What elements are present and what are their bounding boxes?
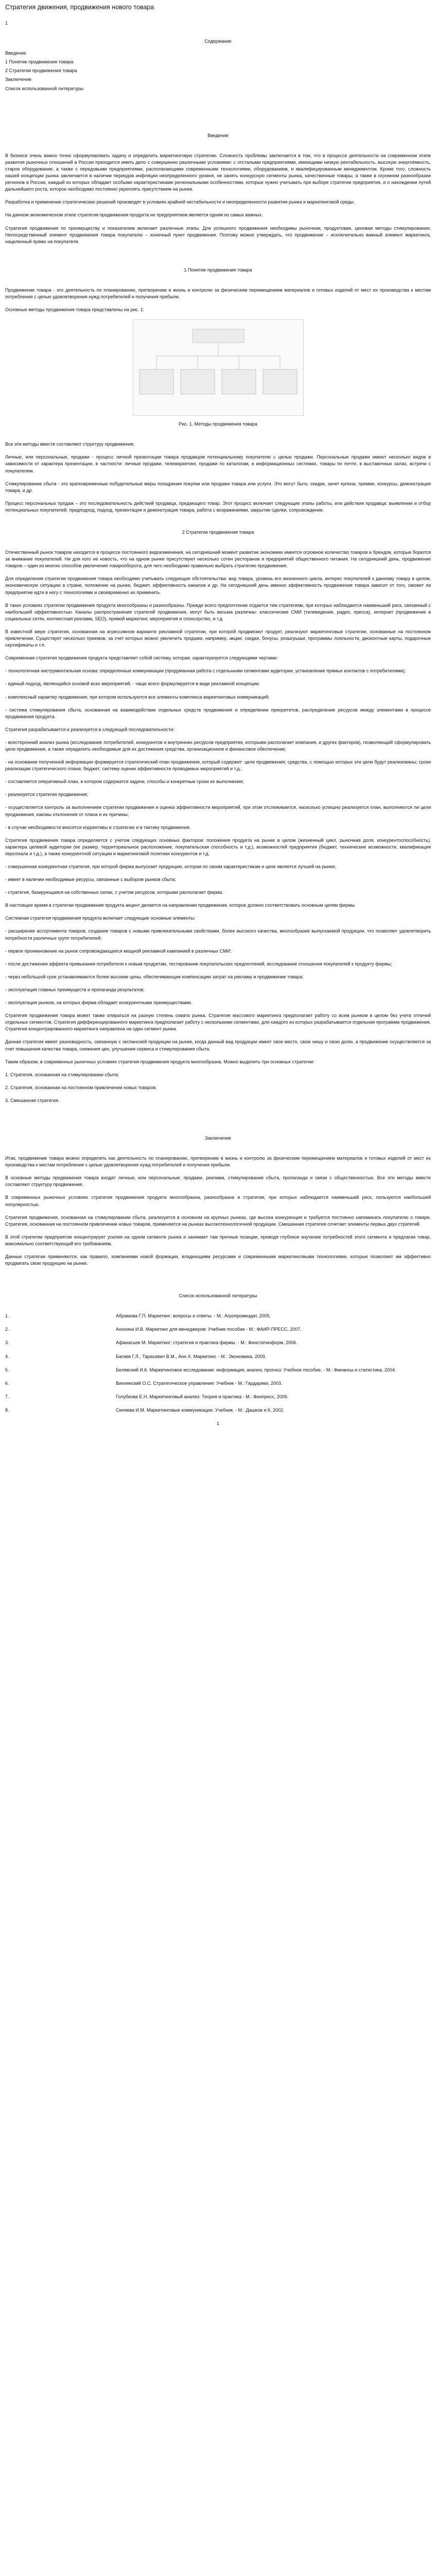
- conclusion-heading: Заключение: [205, 1135, 231, 1141]
- paragraph: Стимулирование сбыта - это кратковременные побудительные меры поощрения покупки или продажи товара или услуги. Это могут быть: скидки, зачет купона, премии, конкурсы, демонстрация товара, и др.: [5, 481, 431, 493]
- paragraph: - через небольшой срок устанавливаются более высокие цены, обеспечивающие компенсацию затрат на рекламу и продвижение товара;: [5, 974, 304, 979]
- paragraph: В таких условиях стратегии продвижения продукта многообразны и разнообразны. Прежде всего предпочтение отдается тем стратегиям, при которых наблюдается наименьший риск, связанный с наибольшей эффективностью. Каналы распространения стратегий продвижения, могут быть весьма различны: классические СМИ (телевидение, радио, пресса), интернет (продвижение в социальных сетях, контекстная реклама, SEO), прямой маркетинг, мероприятия и спонсорство, и т.д.: [5, 602, 431, 621]
- paragraph: 1. Стратегия, основанная на стимулировании сбыта;: [5, 1072, 119, 1077]
- reference-number: 3.: [5, 1340, 9, 1346]
- paragraph: - в случае необходимости вносятся коррективы в стратегию и в тактику продвижения.: [5, 824, 191, 830]
- paragraph: Системная стратегия продвижения продукта включает следующие основные элементы:: [5, 916, 196, 921]
- paragraph: - единый подход, являющийся основой всех мероприятий, - чаще всего формулируется в виде рекламной концепции;: [5, 681, 260, 687]
- conclusion-body: [5, 1155, 431, 1267]
- toc-item[interactable]: Введение: [5, 50, 26, 56]
- table-of-contents: [5, 50, 431, 92]
- paragraph: В современных рыночных условиях стратегия продвижения продукта многообразна, разнообразна и стратегии, при которых наблюдается наименьший риск, пользуются наибольшей популярностью.: [5, 1195, 431, 1207]
- figure-caption: Рис. 1. Методы продвижения товара: [179, 421, 257, 427]
- document-title: Стратегия движения, продвижения нового товара: [5, 4, 154, 11]
- reference-item: [5, 1353, 431, 1360]
- paragraph: Отечественный рынок товаров находится в процессе постоянного видоизменения, на сегодняшний момент развитие экономики имеется огромное количество товаров и брендов, которые борются за внимание покупателей. Ни для кого не новость, что на одном рынке присутствуют несколько сотен ресторанов и предприятий общественного питания. На сегодняшний день, продвижение товаров – один из многих способов увеличения товарооборота, для чего необходимо правильно выбрать стратегию продвижения.: [5, 550, 431, 569]
- page-number: 1: [5, 21, 8, 26]
- paragraph: Процесс персональных продаж – это последовательность действий продавца, предающего товар. Этот процесс включает следующие этапы работы, или действия продавца: выявление и отбор потенциальных покупателей, предподход, подход, презентация и демонстрация товара, работа с возражениями, закрытие сделки, сопровождение.: [5, 500, 431, 513]
- paragraph: - имеет в наличии необходимые ресурсы, связанные с выбором рынков сбыта;: [5, 877, 176, 883]
- paragraph: Разработка и применение стратегических решений производят в условиях крайней нестабильности и неопределенности развития рынка и маркетинговой среды.: [5, 199, 355, 205]
- reference-number: 2.: [5, 1327, 9, 1332]
- paragraph: - после достижения эффекта привыкания потребителя к новым продуктам, тестирование покупательских предпочтений, исследование отношения покупателей к продукту фирмы;: [5, 961, 392, 967]
- paragraph: - комплексный характер продвижения, при котором используются все элементы комплекса маркетинговых коммуникаций;: [5, 694, 270, 700]
- paragraph: Данные стратегии применяются, как правило, компаниями новой формации, владеющими ресурсами и современными маркетинговыми технологиями, которые позволяют им эффективно продвигать свою продукцию на рынке.: [5, 1254, 431, 1266]
- reference-number: 1.: [5, 1313, 9, 1319]
- paragraph: Все эти методы вместе составляют структуру продвижения.: [5, 442, 135, 447]
- section1-heading: 1 Понятие продвижения товара: [184, 267, 252, 273]
- methods-figure-image: [133, 319, 304, 416]
- reference-text: Вихнянский О.С. Стратегическое управление: Учебник - М.: Гардарики, 2003.: [116, 1380, 283, 1386]
- references-list: [5, 1313, 431, 1414]
- paragraph: Личные, или персональные, продажи - процесс личной презентации товара продавцом потенциальному покупателю с целью продажи. Персональные продажи имеют несколько видов в зависимости от характера презентации, в частности: личные продажи, телемаркетинг, продажи по каталогам, в информационных системах, товары по почте, в выставочных залах, встречи с покупателем.: [5, 454, 431, 473]
- toc-item[interactable]: 1 Понятие продвижения товара: [5, 59, 74, 65]
- paragraph: Таким образом, в современных рыночных условиях стратегия продвижения продукта многообразна. Можно выделить три основных стратегии:: [5, 1059, 315, 1064]
- paragraph: Для определения стратегии продвижения товара необходимо учитывать следующие обстоятельства: вид товара, уровень его жизненного цикла, интерес покупателей к данному товару в целом, экономическую ситуацию в стране, положение на рынке, бюджет, эффективность каналов и др. На сегодняшний день именно эффективность продвижения товара зависит от того, сможет ли предприятие идти в ногу с технологиями и своевременно их применить.: [5, 576, 431, 595]
- reference-item: [5, 1326, 431, 1333]
- section1-body-after: [5, 441, 431, 514]
- toc-item[interactable]: Список использованной литературы: [5, 86, 83, 91]
- paragraph: - расширение ассортимента товаров, создание товаров с новыми привлекательными свойствами, более высокого качества, многообразие выпускаемой продукции, что позволяет удовлетворить потребности различных групп потребителей;: [5, 928, 431, 941]
- paragraph: - стратегия, базирующаяся на собственных силах, с учетом ресурсов, которыми располагает фирма.: [5, 890, 223, 895]
- paragraph: - реализуется стратегия продвижения;: [5, 792, 89, 798]
- paragraph: В известной мере стратегия, основанная на агрессивном варианте рекламной стратегии, при которой продвигают продукт, реализуют маркетинговые стратегии, основанные на постоянном привлечении. Существует несколько приемов, за счет которых можно увеличить продажи, например, акции, скидки, бонусы, розыгрыши, программы лояльности, дисконтные карты, подарочные сертификаты и т.п.: [5, 629, 431, 648]
- toc-item[interactable]: 2 Стратегии продвижения товара: [5, 68, 77, 74]
- reference-item: [5, 1380, 431, 1387]
- paragraph: - совершенная конкурентная стратегия, при которой фирма выпускает продукцию, которая по своим характеристикам и цене является лучшей на рынке;: [5, 864, 337, 869]
- paragraph: В основные методы продвижения товара входят личные, или персональные, продажи, реклама, стимулирование сбыта, пропаганда и связи с общественностью. Все эти методы вместе составляют структуру продвижения.: [5, 1175, 431, 1188]
- paragraph: В этой стратегии предприятие концентрирует усилия на одном сегменте рынка и занимает там прочные позиции, проводя глубокое изучение потребностей этого сегмента и предлагая товар, максимально соответствующий его требованиям.: [5, 1234, 431, 1246]
- intro-heading: Введение: [207, 132, 229, 138]
- paragraph: Стратегия продвижения, основанная на стимулировании сбыта, реализуется в основном на крупных рынках, где высока конкуренция и требуется постоянно напоминать покупателю о товаре. Стратегия, основанная на постоянном привлечении новых товаров, применяется на рынках высокотехнологичной продукции. Смешанная стратегия сочетает элементы первых двух стратегий.: [5, 1214, 431, 1227]
- section2-heading: 2 Стратегии продвижения товара: [182, 530, 254, 535]
- toc-item[interactable]: Заключение: [5, 77, 31, 82]
- paragraph: - эксплуатация рынков, на которых фирма обладает конкурентными преимуществами.: [5, 1000, 193, 1006]
- toc-heading: Содержание: [204, 39, 232, 44]
- list-item: 3. Смешанная стратегия.: [5, 1097, 60, 1103]
- reference-text: Багиев Г.Л., Тарасевич В.М., Анн Х. Маркетинг. - М.: Экономика, 2009.: [116, 1353, 267, 1359]
- reference-text: Анохина И.В. Маркетинг для менеджеров: Учебник пособие - М.: ФАИР-ПРЕСС, 2007.: [116, 1327, 302, 1332]
- paragraph: - технологичная инструментальная основа; определенные коммуникации (продуманная работа с отдельными сегментами аудитории, установление прямых контактов с потребителями);: [5, 668, 406, 674]
- paragraph: - первое проникновение на рынок сопровождающееся мощной рекламной кампанией в различных СМИ;: [5, 948, 232, 954]
- section1-body: [5, 287, 431, 313]
- reference-number: 7.: [5, 1394, 9, 1399]
- reference-number: 6.: [5, 1380, 9, 1386]
- paragraph: В настоящее время в стратегии продвижения продукта акцент делается на направлении продвижения, которое должно соответствовать основным целям фирмы.: [5, 903, 356, 908]
- reference-text: Синяева И.М. Маркетинговые коммуникации: Учебник. - М.: Дашков и К, 2002.: [116, 1407, 285, 1413]
- reference-number: 8.: [5, 1407, 9, 1413]
- references-heading: Список использованной литературы: [179, 1293, 257, 1299]
- paragraph: - составляется оперативный план, в котором содержатся задачи, способы и конкретные сроки их выполнения;: [5, 779, 244, 785]
- paragraph: На данном экономическом этапе стратегия продвижения продукта не предприятием является одним из самых важных.: [5, 212, 263, 218]
- reference-item: [5, 1313, 431, 1319]
- paragraph: Стратегия разрабатывается и реализуется в следующей последовательности:: [5, 726, 175, 732]
- paragraph: Стратегия продвижения товара может также опираться на разную степень охвата рынка. Стратегия массового маркетинга предполагает работу со всем рынком в целом без учета отличий отдельных сегментов. Стратегия дифференцированного маркетинга предполагает работу с несколькими сегментами, для каждого из которых разрабатывается отдельная программа продвижения. Стратегия концентрированного маркетинга направлена на один сегмент рынка.: [5, 1013, 431, 1032]
- paragraph: - всесторонний анализ рынка (исследование потребителей, конкурентов и внутренних ресурсов предприятия, которыми располагает компания, и других факторов), позволяющий сформулировать цели продвижения, а также определить необходимые для их достижения средства, организационное и финансовое обеспечение;: [5, 739, 431, 752]
- paragraph: Современная стратегия продвижения продукта представляет собой систему, которая, характеризуется следующими чертами:: [5, 655, 278, 661]
- list-item: 2. Стратегия, основанная на постоянном привлечении новых товаров;: [5, 1084, 157, 1090]
- paragraph: - система стимулирования сбыта, основанная на взаимодействии отдельных средств продвижения и определении приоритетов, распределение ресурсов между элементами в процессе продвижения продукта.: [5, 707, 431, 719]
- paragraph: В бизнесе очень важно точно сформулировать задачу и определить маркетинговую стратегию. Сложность проблемы заключается в том, что в процессе деятельности на современном этапе развития рыночных отношений в России преходится иметь дело с совершенно различными условиями: с отсталыми предприятиями, имеющими низкую рентабельность, высокую энергоёмкость, старое оборудование; а также с передовыми предприятиями, располагающими современными технологиями, оборудованием, и квалифицированным менеджментом. Кроме того, сложность нашей концепции рынка заключается в наличии периодов инфляции неопределенного уровня, не занять конкурсную сегменты рынка, качественные товары, а также в огромном разнообразии регионов в России, каждый из которых обладает особыми характеристиками региональными особенностями, которые нужно учитывать при выборе стратегии предприятия, и о нахождении путей дальнейшего роста, которое необходимо постоянно укреплять присутствием на рынке.: [5, 152, 431, 192]
- reference-number: 5.: [5, 1367, 9, 1372]
- reference-text: Белявский И.К. Маркетинговое исследование: информация, анализ, прогноз: Учебное пособие. - М.: Финансы и статистика, 2004.: [116, 1367, 396, 1372]
- reference-number: 4.: [5, 1353, 9, 1359]
- reference-item: [5, 1407, 431, 1414]
- paragraph: - осуществляется контроль за выполнением стратегии продвижения и оценка эффективности мероприятий, при этом отслеживается, насколько успешно реализуется план, выполняются ли цели продвижения, каковы отклонения от плана и их причины;: [5, 805, 431, 817]
- reference-item: [5, 1367, 431, 1374]
- reference-text: Афанасьев М. Маркетинг: стратегия и практика фирмы. - М.: Финстатинформ, 2006.: [116, 1340, 298, 1346]
- paragraph: Итак, продвижение товара можно определить как деятельность по планированию, претворению в жизнь и контролю за физическим перемещением материалов и готовых изделий от мест их производства к местам потребления с целью удовлетворения нужд потребителей и получения прибыли.: [5, 1156, 431, 1168]
- paragraph: Стратегия продвижения товара определяется с учетом следующих основных факторов: положения продукта на рынке в целом (жизненный цикл, рыночная доля, конкурентоспособность), характера целевой аудитории (ее размер, территориальное расположение, покупательская способность и т.д.), возможностей предприятия (бюджет, технические возможности, квалификация персонала и т.д.), а также конкурентной ситуации и маркетинговой политики конкурентов и т.д.: [5, 837, 431, 856]
- paragraph: Продвижение товара - это деятельность по планированию, претворению в жизнь и контролю за физическим перемещением материалов и готовых изделий от мест их производства к местам потребления с целью удовлетворения нужд потребителей и получения прибыли.: [5, 287, 431, 299]
- page-number-footer: 1: [216, 1421, 219, 1427]
- intro-body: [5, 152, 431, 245]
- paragraph: Данная стратегия имеет разновидность, связанную с экспансией продукции на рынке, когда данный вид продукции имеет свое место, свою нишу и свою долю, а продвижение осуществляется за счет повышения качества товара, снижения цен, улучшения сервиса и стимулирования сбыта.: [5, 1039, 431, 1052]
- paragraph: Стратегия продвижения по преимуществу и показателем включает различные этапы. Для успешного продвижения необходимы рыночная, продуктовая, ценовая методы стимулирования. Непосредственный элемент продвижения товара покупателю – конечный пункт продвижения. Поэтому можно утверждать, что продвижение – исключительно важный элемент маркетинга, нацеленный прямо на покупателя.: [5, 225, 431, 244]
- paragraph: - эксплуатация главных преимуществ и пропаганда результатов;: [5, 987, 145, 992]
- paragraph: Основные методы продвижения товара представлены на рис. 1:: [5, 307, 145, 313]
- reference-text: Абрамова Г.П. Маркетинг: вопросы и ответы. - М.: Агропромиздат, 2005.: [116, 1313, 271, 1319]
- paragraph: - на основании полученной информации формируется стратегический план продвижения, который содержит: цели продвижения; средства, с помощью которых эти цели будут реализованы; сроки реализации стратегического плана; бюджет; систему оценки эффективности проводимых мероприятий и т.д.;: [5, 759, 431, 772]
- reference-text: Голубкова Е.Н. Маркетинговый анализ: Теория и практика - М.: Финпресс, 2006.: [116, 1394, 289, 1399]
- reference-item: [5, 1340, 431, 1346]
- section2-body: [5, 549, 431, 1104]
- figure-placeholder-icon: [133, 320, 303, 415]
- reference-item: [5, 1394, 431, 1400]
